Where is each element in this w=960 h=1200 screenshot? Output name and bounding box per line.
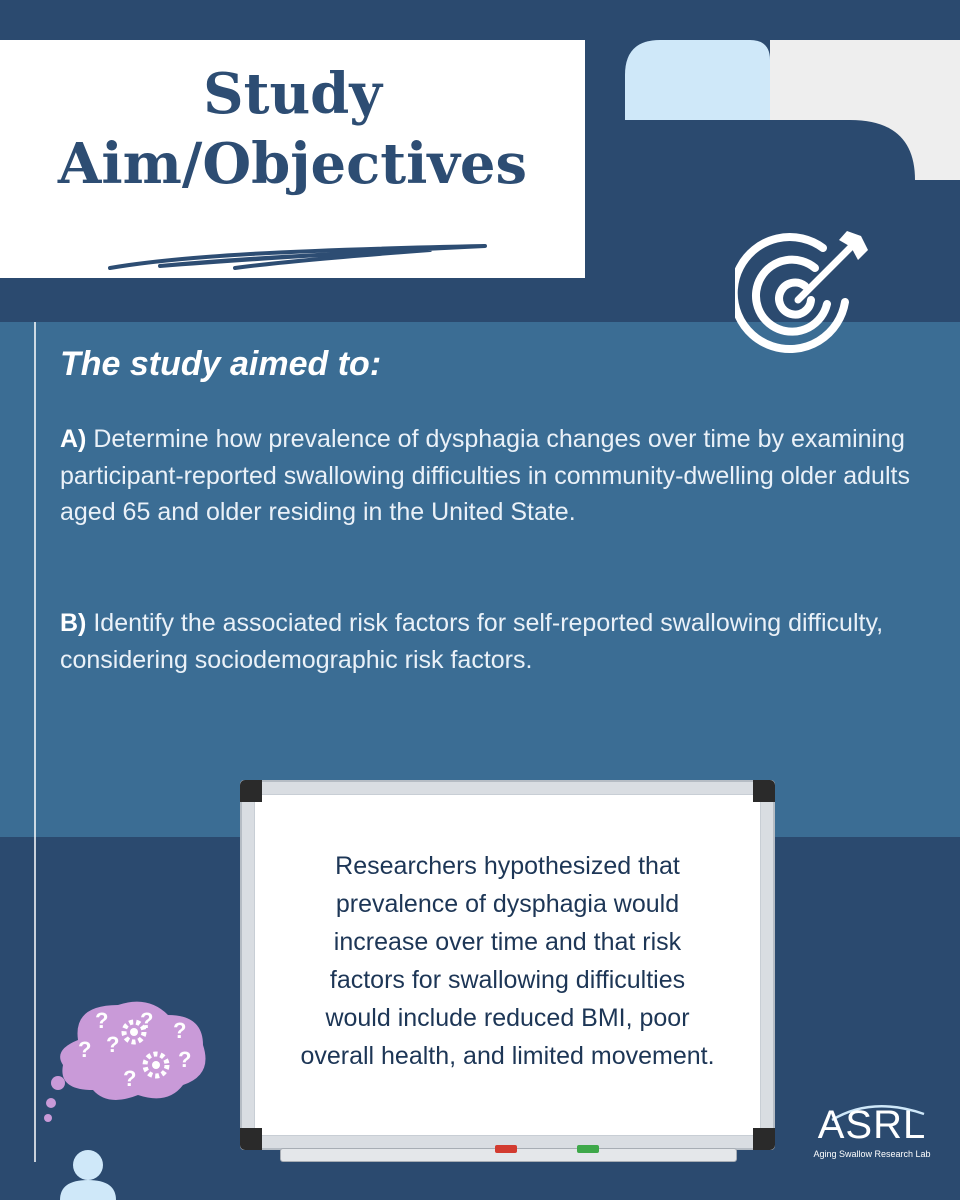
- question-mark: ?: [95, 1008, 109, 1033]
- whiteboard-surface: [254, 794, 761, 1136]
- objective-b: [60, 605, 930, 678]
- red-marker: [495, 1145, 517, 1153]
- whiteboard-corner: [240, 1128, 262, 1150]
- target-arrow-icon: [735, 230, 880, 355]
- question-mark: ?: [78, 1037, 92, 1062]
- green-marker: [577, 1145, 599, 1153]
- squiggle-underline: [100, 210, 495, 280]
- vertical-divider: [34, 322, 36, 1162]
- question-mark: ?: [106, 1032, 120, 1057]
- thinking-person-icon: [38, 995, 218, 1200]
- decorative-shapes: [625, 40, 960, 180]
- page-title-line-2: Aim/Objectives: [57, 131, 528, 197]
- whiteboard: [240, 780, 775, 1150]
- intro-heading: The study aimed to:: [60, 345, 382, 383]
- title-card: [0, 40, 585, 278]
- logo-mark: ASRL: [817, 1103, 927, 1147]
- page-title-line-1: Study: [203, 61, 382, 127]
- objective-a-letter: A): [60, 425, 87, 453]
- objective-b-letter: B): [60, 609, 87, 637]
- objective-a: [60, 421, 930, 531]
- objective-b-text: Identify the associated risk factors for self-reported swallowing difficulty, considering sociodemographic risk factors.: [60, 609, 884, 674]
- question-mark: ?: [178, 1047, 192, 1072]
- asrl-logo: [812, 1100, 932, 1164]
- objective-a-text: Determine how prevalence of dysphagia changes over time by examining participant-reported swallowing difficulties in community-dwelling older adults aged 65 and older residing in the United State.: [60, 425, 910, 526]
- whiteboard-corner: [753, 1128, 775, 1150]
- logo-subtitle: Aging Swallow Research Lab: [813, 1149, 931, 1159]
- question-mark: ?: [140, 1008, 154, 1033]
- hypothesis-text: Researchers hypothesized that prevalence of dysphagia would increase over time and that risk factors for swallowing difficulties would include reduced BMI, poor overall health, and limited movement.: [300, 852, 715, 1070]
- question-mark: ?: [123, 1066, 137, 1091]
- whiteboard-corner: [753, 780, 775, 802]
- question-mark: ?: [173, 1018, 187, 1043]
- content-band: [0, 322, 960, 837]
- whiteboard-corner: [240, 780, 262, 802]
